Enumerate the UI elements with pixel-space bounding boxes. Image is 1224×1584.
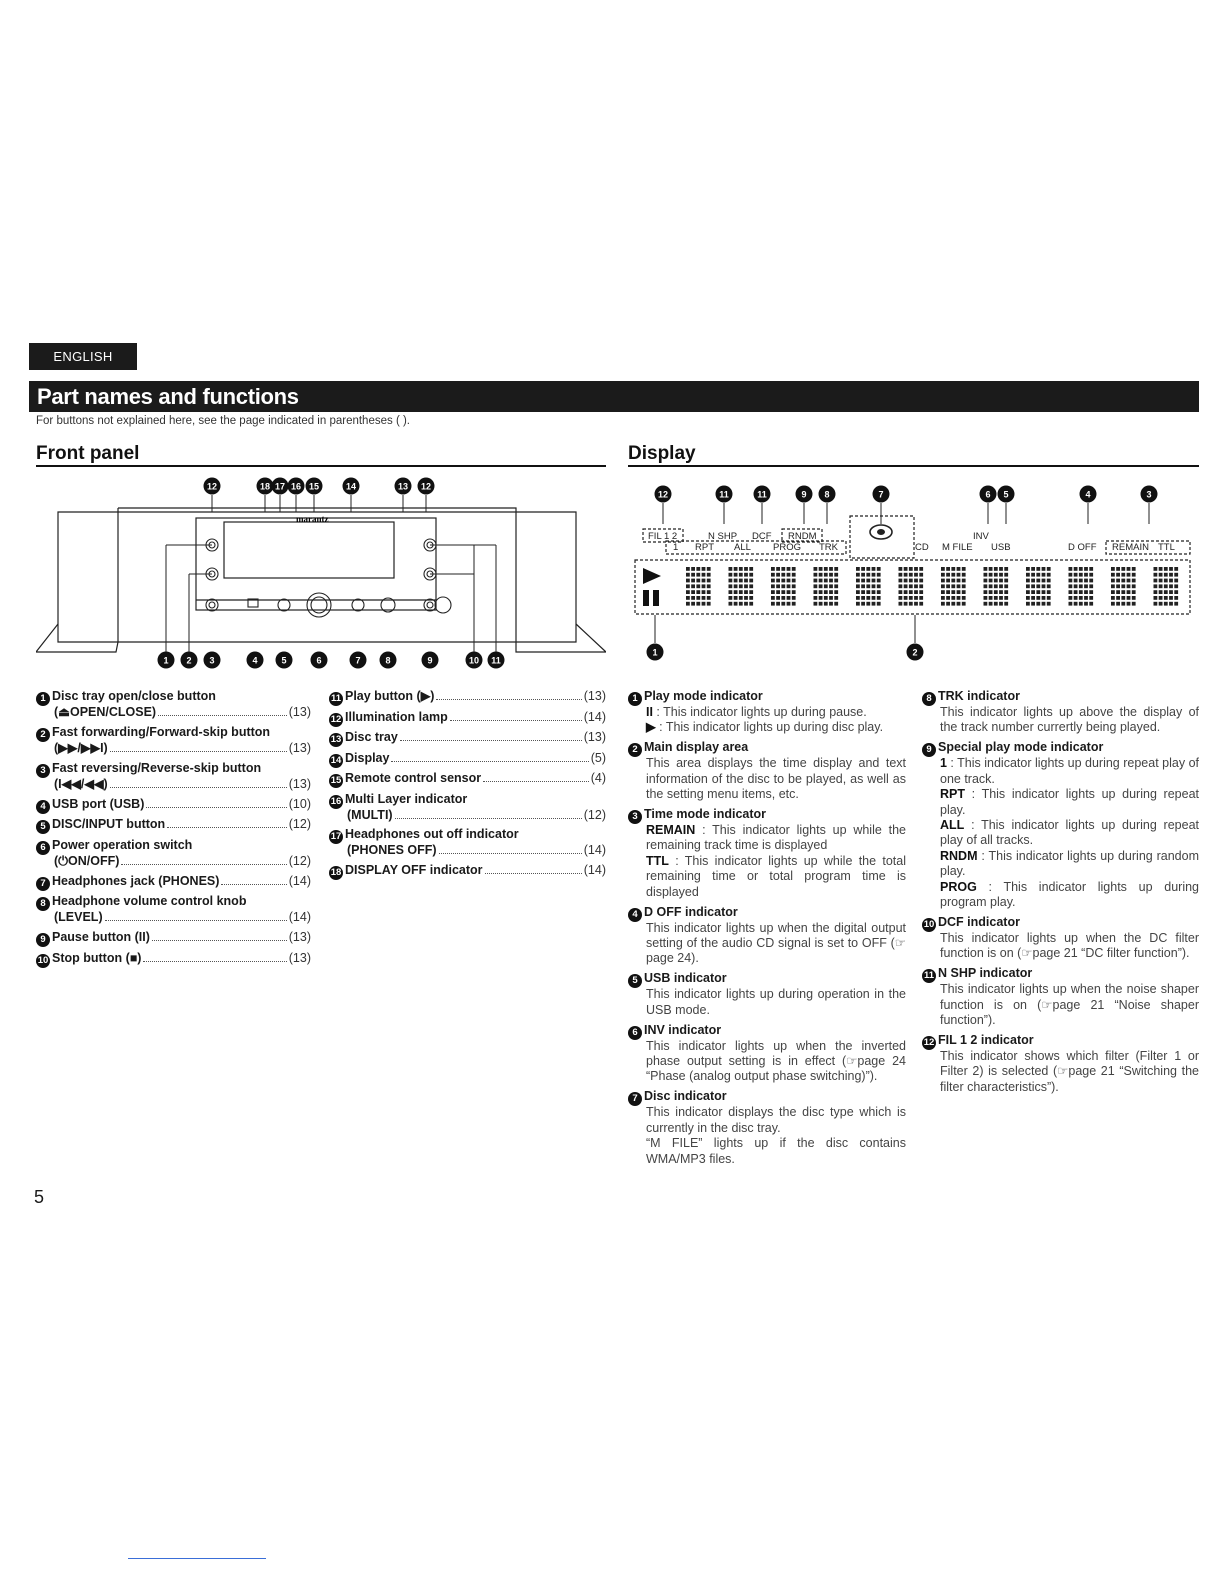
indicator-item	[628, 905, 906, 967]
leader-dots	[105, 920, 287, 921]
part-item	[36, 874, 311, 890]
indicator-item	[922, 966, 1199, 1028]
item-number-badge: 16	[330, 795, 342, 807]
indicator-text: : This indicator lights up during disc play.	[655, 720, 884, 735]
svg-text:9: 9	[427, 655, 433, 666]
part-item	[36, 817, 311, 833]
item-number-badge: 3	[628, 810, 642, 824]
callout-badge	[873, 486, 890, 503]
page-ref: (13)	[583, 730, 606, 744]
display-illustration	[628, 472, 1199, 672]
item-number-badge: 1	[628, 692, 642, 706]
item-label: Disc tray open/close button	[52, 689, 216, 703]
indicator-description	[628, 823, 906, 854]
front-controls	[166, 539, 496, 652]
part-item	[36, 797, 311, 813]
indicator-text: This indicator lights up when the DC filter function is on (☞page 21 “DC filter function”).	[940, 930, 1199, 961]
indicator-label-one: 1	[673, 542, 679, 553]
indicator-description	[922, 818, 1199, 849]
indicator-title: INV indicator	[644, 1022, 722, 1037]
svg-text:15: 15	[308, 481, 320, 492]
indicator-description	[922, 1049, 1199, 1095]
svg-text:5: 5	[1003, 489, 1009, 500]
item-label-cont: (I◀◀/◀◀)	[54, 776, 108, 791]
front-panel-list-right	[329, 689, 606, 884]
page-ref: (4)	[590, 771, 606, 785]
language-tab: ENGLISH	[29, 343, 137, 370]
item-number-badge: 11	[330, 693, 342, 704]
indicator-label-nshp: N SHP	[708, 531, 738, 542]
indicator-description	[628, 1136, 906, 1167]
leader-dots	[221, 884, 286, 885]
item-number-badge: 4	[628, 908, 642, 922]
callout-badge	[647, 644, 664, 661]
indicator-text: : This indicator lights up while the total remaining time or total program time is displayed	[646, 853, 906, 899]
part-item	[329, 751, 606, 767]
indicator-title: Time mode indicator	[644, 807, 767, 822]
display-character-cell	[1154, 567, 1179, 606]
indicator-description	[628, 720, 906, 735]
part-item	[329, 827, 606, 858]
indicator-item	[628, 1089, 906, 1167]
display-character-cell	[686, 567, 711, 606]
indicator-description	[628, 921, 906, 967]
svg-text:16: 16	[290, 481, 302, 492]
item-number-badge: 5	[628, 974, 642, 988]
callout-badge	[276, 652, 293, 669]
indicator-keyword: ALL	[940, 817, 965, 832]
callout-badge	[343, 478, 360, 495]
page-ref: (12)	[288, 853, 311, 868]
indicator-keyword: 1	[940, 756, 947, 771]
leader-dots	[146, 807, 286, 808]
leader-dots	[110, 751, 287, 752]
indicator-label-usb: USB	[991, 542, 1011, 553]
callout-badge	[181, 652, 198, 669]
page-ref: (14)	[583, 709, 606, 724]
indicator-label-all: ALL	[734, 542, 751, 553]
svg-text:6: 6	[316, 655, 322, 666]
leader-dots	[110, 787, 287, 788]
display-character-cell	[814, 567, 839, 606]
indicator-item	[628, 740, 906, 802]
leader-dots	[391, 761, 588, 762]
indicator-label-inv: INV	[973, 531, 989, 542]
item-number-badge: 7	[628, 1092, 642, 1106]
svg-text:12: 12	[420, 481, 432, 492]
callout-badge	[796, 486, 813, 503]
leader-dots	[400, 740, 582, 741]
svg-text:2: 2	[912, 647, 918, 658]
indicator-title: N SHP indicator	[938, 966, 1033, 981]
page-ref: (13)	[288, 740, 311, 755]
leader-dots	[485, 873, 582, 874]
svg-text:7: 7	[355, 655, 361, 666]
item-label: Display	[345, 750, 390, 765]
display-character-cell	[856, 567, 881, 606]
svg-text:3: 3	[1146, 489, 1152, 500]
callout-badge	[422, 652, 439, 669]
item-label-cont: (⏏OPEN/CLOSE)	[54, 705, 157, 719]
indicator-keyword: RNDM	[940, 848, 978, 863]
callout-badge	[257, 478, 274, 495]
svg-text:7: 7	[878, 489, 884, 500]
indicator-text: This indicator lights up when the noise shaper function is on (☞page 21 “Noise shaper function”).	[940, 982, 1199, 1027]
indicator-label-doff: D OFF	[1068, 542, 1097, 553]
leader-dots	[395, 818, 582, 819]
indicator-text: “M FILE” lights up if the disc contains WMA/MP3 files.	[646, 1136, 906, 1166]
front-panel-list-left	[36, 689, 311, 971]
display-character-cell	[1026, 567, 1051, 606]
item-label-cont: (▶▶/▶▶I)	[54, 740, 108, 755]
indicator-title: Special play mode indicator	[938, 740, 1104, 755]
item-number-badge: 11	[923, 970, 935, 982]
indicator-keyword: REMAIN	[646, 823, 696, 838]
item-number-badge: 9	[922, 743, 936, 757]
svg-text:13: 13	[397, 481, 409, 492]
indicator-title: Main display area	[644, 740, 749, 755]
indicator-label-mfile: M FILE	[942, 542, 973, 553]
callout-badge	[1080, 486, 1097, 503]
page-ref: (13)	[288, 950, 311, 965]
indicator-text: This indicator lights up above the display of the track number currertly being played.	[940, 705, 1199, 735]
item-number-badge: 5	[36, 820, 50, 834]
callout-badge	[272, 478, 289, 495]
front-panel-illustration	[36, 472, 606, 672]
display-character-cell	[899, 567, 924, 606]
indicator-description	[922, 880, 1199, 911]
callout-badge	[247, 652, 264, 669]
svg-text:14: 14	[345, 481, 357, 492]
part-item	[329, 792, 606, 823]
part-item	[329, 710, 606, 726]
indicator-label-trk: TRK	[819, 542, 838, 553]
display-callouts-top	[655, 486, 1158, 525]
page-ref: (12)	[288, 817, 311, 832]
indicator-description	[628, 854, 906, 900]
indicator-title: USB indicator	[644, 971, 727, 986]
item-label: Power operation switch	[52, 837, 193, 852]
indicator-keyword: PROG	[940, 879, 977, 894]
callout-badge	[311, 652, 328, 669]
item-number-badge: 1	[36, 692, 50, 706]
callouts-top	[204, 478, 435, 513]
display-heading: Display	[628, 443, 696, 464]
item-label-cont: (LEVEL)	[54, 910, 103, 925]
indicator-text: : This indicator lights up during pause.	[652, 705, 867, 719]
page-ref: (14)	[583, 843, 606, 858]
item-number-badge: 12	[923, 1036, 935, 1048]
indicator-label-cd: CD	[915, 542, 929, 553]
item-number-badge: 2	[628, 743, 642, 757]
svg-text:8: 8	[824, 489, 830, 500]
play-indicator-icon	[643, 568, 661, 584]
indicator-label-dcf: DCF	[752, 531, 772, 542]
leader-dots	[167, 827, 287, 828]
indicator-description	[922, 705, 1199, 736]
display-character-cell	[1111, 567, 1136, 606]
indicator-item	[922, 1033, 1199, 1095]
item-number-badge: 9	[36, 933, 50, 947]
front-panel-rule	[36, 465, 606, 467]
page-ref: (12)	[583, 807, 606, 822]
indicator-description	[628, 705, 906, 720]
indicator-label-fil12: FIL 1 2	[648, 531, 678, 542]
indicator-title: Disc indicator	[644, 1089, 727, 1104]
leader-dots	[439, 853, 582, 854]
indicator-title: D OFF indicator	[644, 904, 738, 919]
page-ref: (13)	[288, 930, 311, 945]
callout-badge	[716, 486, 733, 503]
item-number-badge: 8	[922, 692, 936, 706]
indicator-title: TRK indicator	[938, 689, 1020, 703]
indicator-description	[922, 849, 1199, 880]
callout-badge	[998, 486, 1015, 503]
leader-dots	[143, 961, 286, 962]
leader-dots	[121, 864, 286, 865]
item-label: Play button (▶)	[345, 689, 435, 703]
item-number-badge: 10	[37, 954, 49, 966]
svg-text:4: 4	[1085, 489, 1091, 500]
item-label: Fast reversing/Reverse-skip button	[52, 760, 262, 775]
indicator-label-ttl: TTL	[1158, 542, 1175, 553]
callout-badge	[380, 652, 397, 669]
display-character-cell	[771, 567, 796, 606]
callout-badge	[466, 652, 483, 669]
item-label: Disc tray	[345, 730, 398, 744]
page-ref: (13)	[288, 776, 311, 791]
indicator-text: : This indicator lights up during random play.	[940, 848, 1199, 879]
item-number-badge: 3	[36, 764, 50, 778]
item-label-cont: (⏻ON/OFF)	[54, 853, 120, 868]
part-item	[329, 771, 606, 787]
svg-text:3: 3	[209, 655, 215, 666]
indicator-item	[922, 689, 1199, 736]
indicator-keyword: RPT	[940, 787, 965, 802]
indicator-text: This indicator displays the disc type which is currently in the disc tray.	[646, 1105, 906, 1135]
item-label: DISC/INPUT button	[52, 817, 166, 832]
part-item	[329, 863, 606, 879]
display-character-cell	[729, 567, 754, 606]
indicator-label-prog: PROG	[773, 542, 801, 553]
svg-text:10: 10	[468, 655, 480, 666]
page-ref: (14)	[288, 910, 311, 925]
item-label-cont: (MULTI)	[347, 807, 393, 822]
device-body	[36, 508, 606, 652]
display-character-grid	[643, 567, 1178, 606]
display-character-cell	[1069, 567, 1094, 606]
svg-text:5: 5	[281, 655, 287, 666]
item-number-badge: 4	[36, 800, 50, 814]
disc-logo-icon	[870, 525, 892, 539]
item-number-badge: 14	[330, 754, 342, 766]
item-number-badge: 8	[36, 897, 50, 911]
svg-text:1: 1	[652, 647, 658, 658]
indicator-item	[628, 971, 906, 1018]
item-number-badge: 10	[923, 918, 935, 930]
item-label: Illumination lamp	[345, 709, 448, 724]
leader-dots	[450, 720, 582, 721]
part-item	[329, 730, 606, 746]
indicator-text: : This indicator lights up during repeat play of one track.	[940, 756, 1199, 786]
title-bar	[29, 381, 1199, 412]
item-label: DISPLAY OFF indicator	[345, 863, 483, 878]
item-number-badge: 6	[36, 841, 50, 855]
part-item	[36, 951, 311, 967]
indicator-label-remain: REMAIN	[1112, 542, 1149, 553]
front-panel-heading: Front panel	[36, 443, 140, 464]
svg-text:18: 18	[259, 481, 271, 492]
callout-badge	[418, 478, 435, 495]
callout-badge	[158, 652, 175, 669]
display-list-left	[628, 689, 906, 1171]
svg-text:11: 11	[757, 489, 767, 500]
display-character-cell	[984, 567, 1009, 606]
indicator-keyword: ▶	[646, 720, 656, 735]
svg-text:1: 1	[163, 655, 169, 666]
callout-badge	[907, 644, 924, 661]
item-label: Headphones jack (PHONES)	[52, 873, 220, 888]
display-rule	[628, 465, 1199, 467]
callout-badge	[204, 478, 221, 495]
display-list-right	[922, 689, 1199, 1100]
item-label: Fast forwarding/Forward-skip button	[52, 724, 271, 739]
svg-text:6: 6	[985, 489, 991, 500]
indicator-label-rndm: RNDM	[788, 531, 817, 542]
indicator-text: : This indicator lights up during program play.	[940, 879, 1199, 909]
brand-logo: marantz	[296, 514, 329, 524]
callout-badge	[819, 486, 836, 503]
callout-badge	[288, 478, 305, 495]
leader-dots	[152, 940, 287, 941]
svg-text:2: 2	[186, 655, 192, 666]
page-ref: (13)	[288, 705, 311, 719]
indicator-description	[922, 931, 1199, 962]
item-label: Headphone volume control knob	[52, 894, 247, 909]
indicator-description	[922, 756, 1199, 787]
item-number-badge: 18	[330, 867, 342, 879]
indicator-keyword: TTL	[646, 853, 669, 868]
leader-dots	[158, 715, 287, 716]
callout-badge	[395, 478, 412, 495]
indicator-description	[628, 987, 906, 1018]
page-number: 5	[34, 1187, 45, 1207]
item-number-badge: 15	[330, 775, 342, 786]
callout-badge	[306, 478, 323, 495]
svg-text:11: 11	[491, 655, 501, 666]
svg-text:9: 9	[801, 489, 807, 500]
indicator-item	[628, 807, 906, 900]
leader-dots	[436, 699, 581, 700]
item-label: Remote control sensor	[345, 771, 482, 785]
indicator-text: : This indicator lights up while the remaining track time is displayed	[646, 823, 906, 853]
indicator-title: Play mode indicator	[644, 689, 763, 703]
item-number-badge: 13	[330, 734, 342, 745]
part-item	[329, 689, 606, 705]
part-item	[36, 689, 311, 720]
page-ref: (13)	[583, 689, 606, 703]
item-label: Stop button (■)	[52, 950, 142, 965]
callouts-bottom	[158, 652, 505, 669]
indicator-text: : This indicator lights up during repeat play of all tracks.	[940, 817, 1199, 848]
indicator-label-rpt: RPT	[695, 542, 714, 553]
indicator-item	[628, 1023, 906, 1085]
svg-text:12: 12	[206, 481, 218, 492]
indicator-title: FIL 1 2 indicator	[938, 1032, 1034, 1047]
indicator-description	[922, 982, 1199, 1028]
footer-rule	[128, 1558, 266, 1559]
indicator-text: : This indicator lights up during repeat play.	[940, 787, 1199, 817]
indicator-item	[922, 915, 1199, 962]
svg-text:11: 11	[719, 489, 729, 500]
page-ref: (10)	[288, 796, 311, 811]
indicator-text: This indicator lights up when the inverted phase output setting is in effect (☞page 24 “Phase (analog output phase switching)”).	[646, 1038, 906, 1084]
item-number-badge: 12	[330, 713, 342, 725]
callout-badge	[204, 652, 221, 669]
indicator-text: This indicator lights up during operation in the USB mode.	[646, 987, 906, 1017]
indicator-description	[628, 1105, 906, 1136]
callout-badge	[350, 652, 367, 669]
item-label-cont: (PHONES OFF)	[347, 843, 437, 858]
item-label: USB port (USB)	[52, 796, 145, 811]
part-item	[36, 930, 311, 946]
part-item	[36, 761, 311, 792]
page-subtitle: For buttons not explained here, see the page indicated in parentheses ( ).	[36, 415, 410, 427]
page-title: Part names and functions	[37, 384, 299, 409]
callout-badge	[754, 486, 771, 503]
page-ref: (14)	[583, 863, 606, 878]
svg-text:4: 4	[252, 655, 258, 666]
pause-indicator-icon	[643, 590, 649, 606]
svg-text:12: 12	[657, 489, 669, 500]
item-label: Pause button (II)	[52, 930, 150, 945]
page-ref: (5)	[590, 750, 606, 765]
indicator-text: This indicator lights up when the digital output setting of the audio CD signal is set to OFF (☞page 24).	[646, 920, 906, 966]
indicator-item	[628, 689, 906, 736]
indicator-title: DCF indicator	[938, 914, 1020, 929]
display-callouts-bottom	[647, 615, 924, 661]
indicator-description	[628, 1039, 906, 1085]
item-number-badge: 7	[36, 877, 50, 891]
item-number-badge: 2	[36, 728, 50, 742]
part-item	[36, 894, 311, 925]
indicator-keyword: II	[646, 705, 653, 719]
indicator-description	[922, 787, 1199, 818]
svg-text:8: 8	[385, 655, 391, 666]
callout-badge	[1141, 486, 1158, 503]
part-item	[36, 725, 311, 756]
leader-dots	[483, 781, 589, 782]
part-item	[36, 838, 311, 869]
callout-badge	[488, 652, 505, 669]
display-character-cell	[941, 567, 966, 606]
indicator-item	[922, 740, 1199, 910]
item-number-badge: 17	[330, 831, 342, 843]
item-label: Headphones out off indicator	[345, 827, 519, 842]
indicator-text: This area displays the time display and text information of the disc to be played, as well as the setting menu items, etc.	[646, 756, 906, 802]
indicator-text: This indicator shows which filter (Filter 1 or Filter 2) is selected (☞page 21 “Switching the filter characteristics”).	[940, 1048, 1199, 1094]
callout-badge	[655, 486, 672, 503]
page-ref: (14)	[288, 873, 311, 888]
indicator-description	[628, 756, 906, 802]
item-label: Multi Layer indicator	[345, 791, 468, 806]
callout-badge	[980, 486, 997, 503]
item-number-badge: 6	[628, 1026, 642, 1040]
svg-text:17: 17	[274, 481, 286, 492]
